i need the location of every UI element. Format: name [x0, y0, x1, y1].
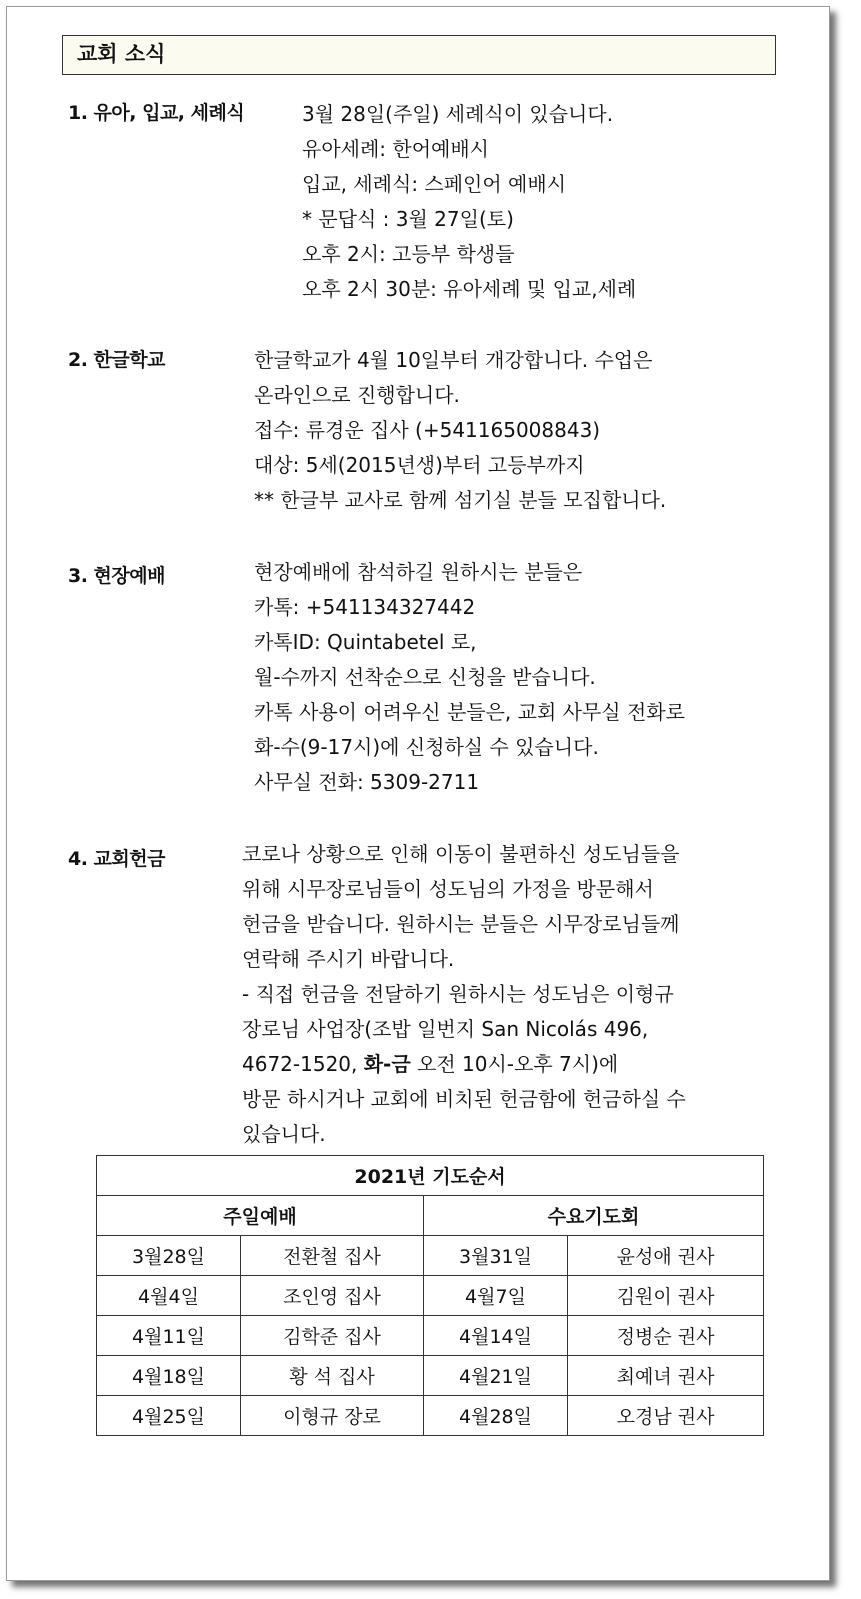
section-4-line: 있습니다. — [242, 1122, 326, 1146]
section-3-line: 카톡ID: Quintabetel 로, — [254, 630, 477, 654]
bold-days: 화-금 — [363, 1052, 411, 1076]
section-3-line: 월-수까지 선착순으로 신청을 받습니다. — [254, 665, 596, 689]
sunday-date: 4월4일 — [97, 1276, 241, 1316]
wednesday-date: 4월14일 — [424, 1316, 568, 1356]
section-header: 교회 소식 — [62, 35, 776, 75]
section-2-line: 한글학교가 4월 10일부터 개강합니다. 수업은 — [254, 348, 653, 372]
sunday-leader: 전환철 집사 — [241, 1236, 424, 1276]
section-1-line: 오후 2시: 고등부 학생들 — [302, 242, 515, 266]
section-4-title: 4. 교회헌금 — [68, 848, 165, 870]
wednesday-date: 4월28일 — [424, 1396, 568, 1436]
wednesday-leader: 오경남 권사 — [568, 1396, 764, 1436]
wednesday-leader: 정병순 권사 — [568, 1316, 764, 1356]
section-3-line: 화-수(9-17시)에 신청하실 수 있습니다. — [254, 735, 599, 759]
table-row — [97, 1356, 764, 1396]
wednesday-prayer-header: 수요기도회 — [424, 1196, 764, 1236]
section-3-title: 3. 현장예배 — [68, 565, 165, 587]
sunday-leader: 이형규 장로 — [241, 1396, 424, 1436]
section-2-line: 온라인으로 진행합니다. — [254, 383, 460, 407]
sunday-leader: 조인영 집사 — [241, 1276, 424, 1316]
table-row — [97, 1316, 764, 1356]
section-3-body — [254, 555, 685, 800]
table-title-row — [97, 1156, 764, 1196]
wednesday-date: 4월21일 — [424, 1356, 568, 1396]
section-2-line: ** 한글부 교사로 함께 섬기실 분들 모집합니다. — [254, 488, 667, 512]
section-3-line: 카톡: +541134327442 — [254, 595, 476, 619]
prayer-schedule-table — [96, 1155, 764, 1436]
sunday-date: 4월11일 — [97, 1316, 241, 1356]
section-1-line: 유아세례: 한어예배시 — [302, 137, 489, 161]
section-4-line: 장로님 사업장(조밥 일번지 San Nicolás 496, — [242, 1017, 649, 1041]
line-text: 오전 10시-오후 7시)에 — [410, 1052, 619, 1076]
wednesday-date: 3월31일 — [424, 1236, 568, 1276]
section-4-line: - 직접 헌금을 전달하기 원하시는 성도님은 이형규 — [242, 982, 674, 1006]
sunday-date: 4월18일 — [97, 1356, 241, 1396]
section-4-line: 코로나 상황으로 인해 이동이 불편하신 성도님들을 — [242, 842, 680, 866]
section-4-line: 연락해 주시기 바랍니다. — [242, 947, 455, 971]
section-1-line: 3월 28일(주일) 세례식이 있습니다. — [302, 102, 614, 126]
section-2-title: 2. 한글학교 — [68, 349, 165, 371]
table-header-row — [97, 1196, 764, 1236]
section-1-title: 1. 유아, 입교, 세례식 — [68, 102, 245, 124]
section-3-line: 사무실 전화: 5309-2711 — [254, 770, 480, 794]
section-3-line: 현장예배에 참석하길 원하시는 분들은 — [254, 560, 583, 584]
sunday-leader: 김학준 집사 — [241, 1316, 424, 1356]
section-1-line: 입교, 세례식: 스페인어 예배시 — [302, 172, 567, 196]
line-text: 4672-1520, — [242, 1052, 364, 1076]
section-2-line: 접수: 류경운 집사 (+541165008843) — [254, 418, 601, 442]
section-2-body — [254, 343, 666, 518]
table-row — [97, 1236, 764, 1276]
section-4-line: 위해 시무장로님들이 성도님의 가정을 방문해서 — [242, 877, 654, 901]
wednesday-leader: 김원이 권사 — [568, 1276, 764, 1316]
sunday-date: 4월25일 — [97, 1396, 241, 1436]
section-2-line: 대상: 5세(2015년생)부터 고등부까지 — [254, 453, 585, 477]
sunday-leader: 황 석 집사 — [241, 1356, 424, 1396]
sunday-worship-header: 주일예배 — [97, 1196, 424, 1236]
section-1-body — [302, 97, 636, 307]
section-4-body — [242, 837, 686, 1152]
table-row — [97, 1276, 764, 1316]
table-title: 2021년 기도순서 — [97, 1156, 764, 1196]
sunday-date: 3월28일 — [97, 1236, 241, 1276]
section-3-line: 카톡 사용이 어려우신 분들은, 교회 사무실 전화로 — [254, 700, 685, 724]
section-4-line — [242, 1047, 686, 1082]
wednesday-leader: 윤성애 권사 — [568, 1236, 764, 1276]
wednesday-date: 4월7일 — [424, 1276, 568, 1316]
section-4-line: 헌금을 받습니다. 원하시는 분들은 시무장로님들께 — [242, 912, 680, 936]
wednesday-leader: 최예녀 권사 — [568, 1356, 764, 1396]
section-4-line: 방문 하시거나 교회에 비치된 헌금함에 헌금하실 수 — [242, 1087, 686, 1111]
section-1-line: 오후 2시 30분: 유아세례 및 입교,세례 — [302, 277, 637, 301]
table-row — [97, 1396, 764, 1436]
section-1-line: * 문답식 : 3월 27일(토) — [302, 207, 514, 231]
